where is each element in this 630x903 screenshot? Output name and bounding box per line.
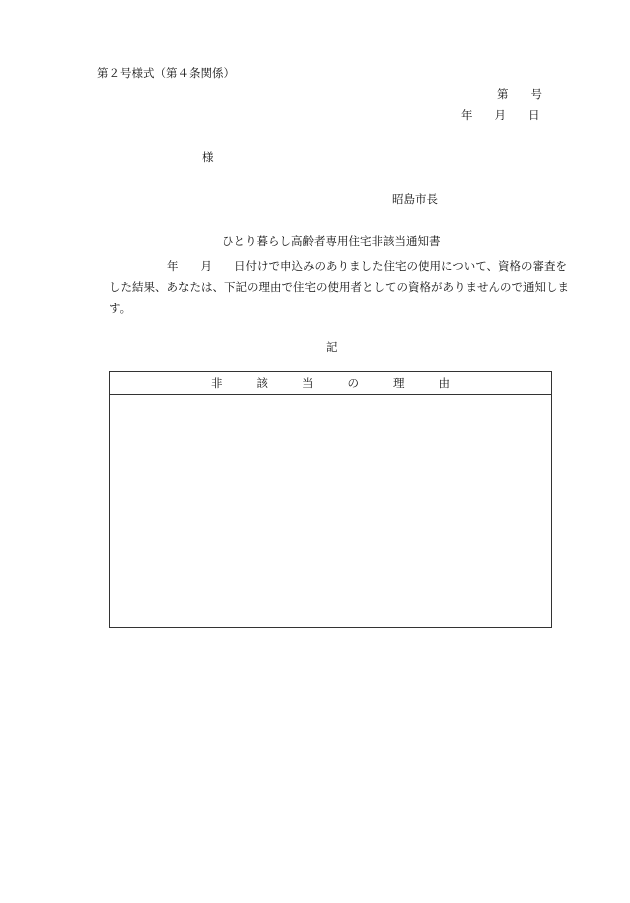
body-paragraph (109, 256, 569, 319)
date-day: 日 (528, 108, 540, 122)
sender-name: 昭島市長 (392, 192, 438, 206)
date-month: 月 (494, 108, 506, 122)
reason-table-body (110, 395, 551, 627)
ki-heading: 記 (326, 340, 338, 354)
body-text: 日付けで申込みのありました住宅の使用について、資格の審査をした結果、あなたは、下記の理由で住宅の使用者としての資格がありませんので通知します。 (109, 259, 569, 315)
date-year: 年 (461, 108, 473, 122)
reason-table (109, 371, 552, 628)
body-month: 月 (200, 259, 212, 273)
body-year: 年 (167, 259, 179, 273)
addressee-honorific: 様 (202, 150, 214, 164)
form-number: 第２号様式（第４条関係） (97, 66, 235, 80)
doc-number-dai: 第 (497, 87, 509, 101)
document-date (461, 110, 540, 122)
document-title: ひとり暮らし高齢者専用住宅非該当通知書 (222, 234, 441, 248)
doc-number-go: 号 (530, 87, 542, 101)
document-number (497, 89, 542, 101)
reason-table-header: 非該当の理由 (110, 372, 551, 395)
